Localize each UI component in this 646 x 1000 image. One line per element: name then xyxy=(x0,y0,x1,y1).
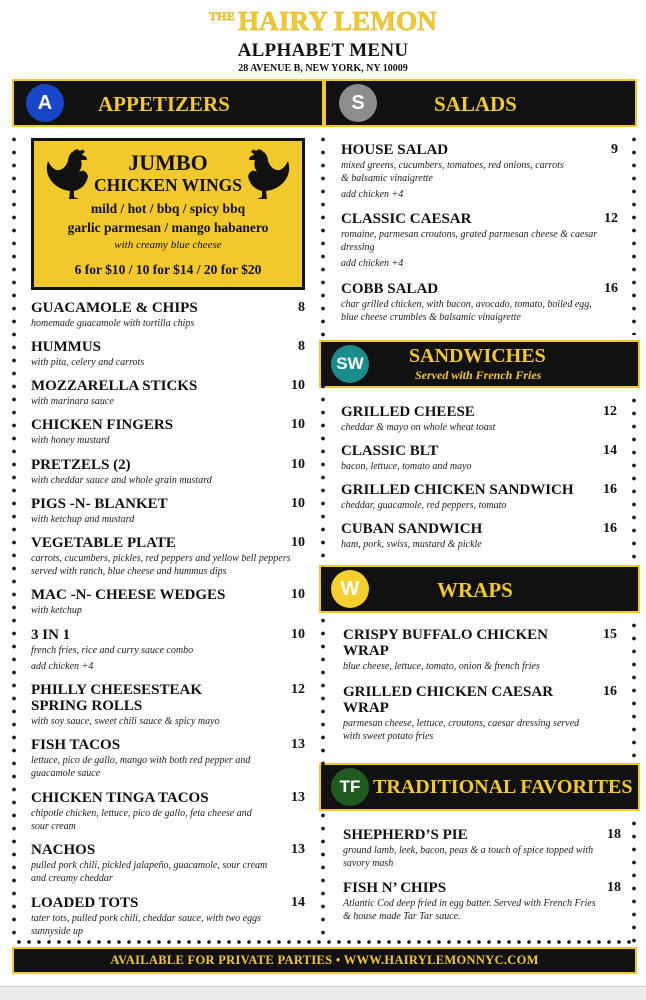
item-price: 16 xyxy=(604,281,618,296)
favorites-badge: TF xyxy=(331,768,369,806)
appetizers-header xyxy=(12,79,324,127)
item-price: 10 xyxy=(291,457,305,472)
item-name: HOUSE SALAD xyxy=(341,142,449,158)
item-name: CLASSIC CAESAR xyxy=(341,211,472,227)
appetizers-badge: A xyxy=(26,84,64,122)
item-name: MOZZARELLA STICKS xyxy=(31,378,198,394)
item-name: VEGETABLE PLATE xyxy=(31,535,176,551)
item-name: CUBAN SANDWICH xyxy=(341,521,483,537)
menu-title: ALPHABET MENU xyxy=(237,40,409,61)
logo-the: THE xyxy=(209,9,235,23)
item-description: with ketchup and mustard xyxy=(31,514,135,525)
item-description: with marinara sauce xyxy=(31,396,114,407)
item-description: char grilled chicken, with bacon, avocado, tomato, boiled egg, blue cheese crumbles & balsamic vinaigrette xyxy=(341,299,592,323)
favorites-header xyxy=(319,763,640,811)
wraps-badge: W xyxy=(331,570,369,608)
item-name: SHEPHERD’S PIE xyxy=(343,827,468,843)
favorites-title: TRADITIONAL FAVORITES xyxy=(373,776,633,798)
footer-banner xyxy=(12,947,637,974)
item-name: CHICKEN TINGA TACOS xyxy=(31,790,209,806)
item-name: COBB SALAD xyxy=(341,281,439,297)
item-name: CHICKEN FINGERS xyxy=(31,417,174,433)
item-description: with ketchup xyxy=(31,605,82,616)
item-description: blue cheese, lettuce, tomato, onion & french fries xyxy=(343,661,540,672)
address: 28 AVENUE B, NEW YORK, NY 10009 xyxy=(238,63,408,74)
item-description: cheddar, guacamole, red peppers, tomato xyxy=(341,500,507,511)
item-name: NACHOS xyxy=(31,842,96,858)
item-description: ground lamb, leek, bacon, peas & a touch of spice topped with savory mash xyxy=(343,845,594,869)
item-name: MAC -N- CHEESE WEDGES xyxy=(31,587,226,603)
item-price: 9 xyxy=(611,142,618,157)
item-addon: add chicken +4 xyxy=(341,189,404,200)
item-name: LOADED TOTS xyxy=(31,895,139,911)
item-description: with soy sauce, sweet chili sauce & spicy mayo xyxy=(31,716,220,727)
item-price: 10 xyxy=(291,417,305,432)
item-name: CLASSIC BLT xyxy=(341,443,439,459)
item-addon: add chicken +4 xyxy=(31,661,94,672)
wings-flavors-2: garlic parmesan / mango habanero xyxy=(67,220,269,235)
item-price: 13 xyxy=(291,790,305,805)
item-name: FISH N’ CHIPS xyxy=(343,880,447,896)
wings-prices: 6 for $10 / 10 for $14 / 20 for $20 xyxy=(74,262,262,277)
item-price: 12 xyxy=(291,682,305,697)
item-price: 14 xyxy=(603,443,617,458)
item-description: chipotle chicken, lettuce, pico de gallo, feta cheese and sour cream xyxy=(31,808,252,832)
item-price: 15 xyxy=(603,627,617,642)
item-description: with pita, celery and carrots xyxy=(31,357,145,368)
item-description: romaine, parmesan croutons, grated parmesan cheese & caesar dressing xyxy=(341,229,598,253)
item-description: lettuce, pico de gallo, mango with both red pepper and guacamole sauce xyxy=(31,755,251,779)
item-price: 13 xyxy=(291,842,305,857)
item-price: 16 xyxy=(603,684,617,699)
item-name: GUACAMOLE & CHIPS xyxy=(31,300,198,316)
sandwiches-title: SANDWICHES xyxy=(409,345,546,367)
restaurant-logo xyxy=(0,6,646,37)
sandwiches-subtitle: Served with French Fries xyxy=(415,368,542,382)
wings-subtitle: CHICKEN WINGS xyxy=(94,175,242,195)
right-dotted-border-favorites xyxy=(632,817,636,943)
item-description: with cheddar sauce and whole grain mustard xyxy=(31,475,212,486)
item-price: 10 xyxy=(291,627,305,642)
item-description: Atlantic Cod deep fried in egg batter. Served with French Fries & house made Tar Tar sauce. xyxy=(343,898,596,922)
footer-text: AVAILABLE FOR PRIVATE PARTIES • WWW.HAIRYLEMONNYC.COM xyxy=(110,953,539,967)
salads-title: SALADS xyxy=(434,92,517,116)
item-name: 3 IN 1 xyxy=(31,627,71,643)
item-price: 10 xyxy=(291,496,305,511)
item-price: 16 xyxy=(603,482,617,497)
item-name: GRILLED CHICKEN CAESAR WRAP xyxy=(343,684,554,716)
item-description: with honey mustard xyxy=(31,435,110,446)
sandwiches-header xyxy=(319,340,640,388)
wraps-title: WRAPS xyxy=(437,578,513,602)
item-name: PHILLY CHEESESTEAK SPRING ROLLS xyxy=(31,682,203,714)
item-name: PIGS -N- BLANKET xyxy=(31,496,168,512)
item-description: mixed greens, cucumbers, tomatoes, red onions, carrots & balsamic vinaigrette xyxy=(341,160,564,184)
item-name: PRETZELS (2) xyxy=(31,457,131,473)
item-description: homemade guacamole with tortilla chips xyxy=(31,318,195,329)
item-addon: add chicken +4 xyxy=(341,258,404,269)
item-price: 10 xyxy=(291,535,305,550)
left-dotted-border xyxy=(12,133,16,943)
item-name: FISH TACOS xyxy=(31,737,121,753)
sandwiches-badge: SW xyxy=(331,345,369,383)
logo-brand: HAIRY LEMON xyxy=(237,6,437,36)
right-dotted-border-wraps xyxy=(632,619,636,759)
jumbo-wings-box xyxy=(31,138,305,290)
item-name: HUMMUS xyxy=(31,339,101,355)
wings-note: with creamy blue cheese xyxy=(114,239,222,251)
item-description: cheddar & mayo on whole wheat toast xyxy=(341,422,496,433)
bottom-dotted-border xyxy=(14,940,636,944)
item-name: CRISPY BUFFALO CHICKEN WRAP xyxy=(343,627,549,659)
center-dotted-divider xyxy=(321,133,325,943)
appetizers-title: APPETIZERS xyxy=(98,92,230,116)
right-dotted-border-sandwiches xyxy=(632,394,636,560)
item-description: carrots, cucumbers, pickles, red peppers and yellow bell peppers served with ranch, blue cheese and hummus dips xyxy=(31,553,291,577)
item-price: 8 xyxy=(298,339,305,354)
item-price: 16 xyxy=(603,521,617,536)
item-price: 10 xyxy=(291,587,305,602)
salads-header xyxy=(324,79,637,127)
item-name: GRILLED CHICKEN SANDWICH xyxy=(341,482,574,498)
item-description: bacon, lettuce, tomato and mayo xyxy=(341,461,472,472)
item-description: tater tots, pulled pork chili, cheddar sauce, with two eggs sunnyside up xyxy=(31,913,261,937)
wings-flavors-1: mild / hot / bbq / spicy bbq xyxy=(90,201,246,216)
item-price: 10 xyxy=(291,378,305,393)
wraps-header xyxy=(319,565,640,613)
item-price: 12 xyxy=(604,211,618,226)
item-price: 13 xyxy=(291,737,305,752)
wings-title: JUMBO xyxy=(128,150,208,175)
item-price: 14 xyxy=(291,895,305,910)
right-dotted-border-salads xyxy=(632,133,636,335)
item-price: 18 xyxy=(607,880,621,895)
item-description: french fries, rice and curry sauce combo xyxy=(31,645,194,656)
item-description: ham, pork, swiss, mustard & pickle xyxy=(341,539,482,550)
item-price: 8 xyxy=(298,300,305,315)
item-price: 18 xyxy=(607,827,621,842)
salads-badge: S xyxy=(339,84,377,122)
item-name: GRILLED CHEESE xyxy=(341,404,475,420)
item-description: parmesan cheese, lettuce, croutons, caesar dressing served with sweet potato fries xyxy=(343,718,580,742)
bottom-strip xyxy=(0,986,646,1000)
item-description: pulled pork chili, pickled jalapeño, guacamole, sour cream and creamy cheddar xyxy=(31,860,268,884)
item-price: 12 xyxy=(603,404,617,419)
